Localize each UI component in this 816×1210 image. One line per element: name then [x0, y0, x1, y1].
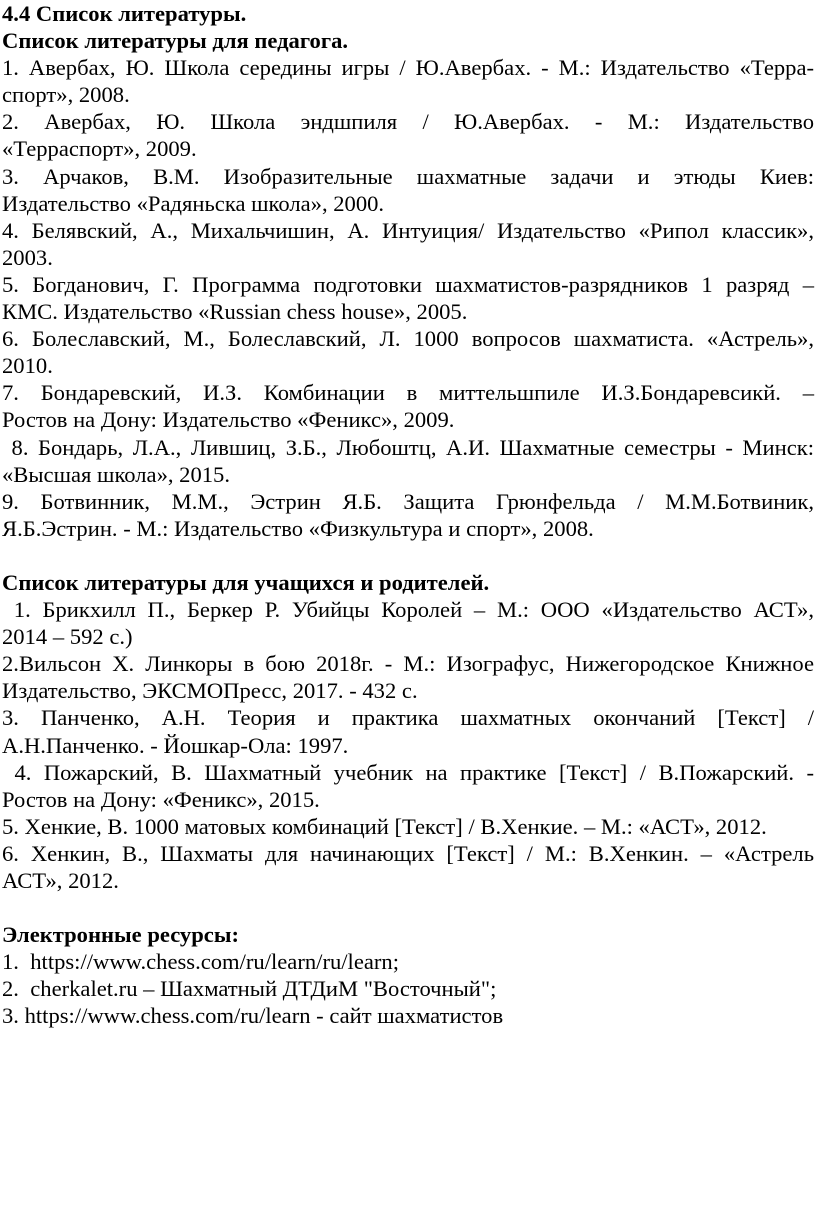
list-item-line: «Высшая школа», 2015.	[2, 461, 231, 487]
teacher-list-title: Список литературы для педагога.	[2, 28, 349, 54]
teacher-reference-list	[2, 54, 814, 542]
resources-list	[2, 948, 814, 1029]
list-item-line: Ростов на Дону: «Феникс», 2015.	[2, 786, 320, 812]
list-item-line: А.Н.Панченко. - Йошкар-Ола: 1997.	[2, 732, 349, 758]
list-item-line: «Терраспорт», 2009.	[2, 136, 197, 162]
resource-link[interactable]: 1. https://www.chess.com/ru/learn/ru/learn;	[2, 949, 399, 975]
list-item-line: 2003.	[2, 244, 53, 270]
list-item-line: Ростов на Дону: Издательство «Феникс», 2009.	[2, 407, 455, 433]
list-item-line: спорт», 2008.	[2, 82, 130, 108]
list-item-line: 4. Пожарский, В. Шахматный учебник на практике [Текст] / В.Пожарский. -	[2, 759, 814, 785]
list-item-line: 2.Вильсон Х. Линкоры в бою 2018г. - М.: Изографус, Нижегородское Книжное	[2, 651, 814, 677]
list-item-line: 9. Ботвинник, М.М., Эстрин Я.Б. Защита Грюнфельда / М.М.Ботвиник,	[2, 488, 814, 514]
student-reference-list	[2, 596, 814, 894]
list-item-line: Издательство «Радяньска школа», 2000.	[2, 190, 385, 216]
list-item-line: КМС. Издательство «Russian chess house», 2005.	[2, 299, 468, 325]
resource-link[interactable]: 2. cherkalet.ru – Шахматный ДТДиМ "Восточный";	[2, 976, 497, 1002]
list-item-line: 1. Авербах, Ю. Школа середины игры / Ю.Авербах. - М.: Издательство «Терра-	[2, 55, 814, 81]
list-item-line: 2. Авербах, Ю. Школа эндшпиля / Ю.Авербах. - М.: Издательство	[2, 109, 814, 135]
list-item-line: 7. Бондаревский, И.З. Комбинации в миттельшпиле И.З.Бондаревсикй. –	[2, 380, 814, 406]
resource-link[interactable]: 3. https://www.chess.com/ru/learn - сайт шахматистов	[2, 1003, 504, 1029]
list-item-line: 3. Арчаков, В.М. Изобразительные шахматные задачи и этюды Киев:	[2, 163, 814, 189]
list-item-line: Издательство, ЭКСМОПресс, 2017. - 432 с.	[2, 678, 418, 704]
list-item-line: Я.Б.Эстрин. - М.: Издательство «Физкультура и спорт», 2008.	[2, 515, 594, 541]
list-item-line: 5. Хенкие, В. 1000 матовых комбинаций [Текст] / В.Хенкие. – М.: «АСТ», 2012.	[2, 813, 767, 839]
list-item-line: 1. Брикхилл П., Беркер Р. Убийцы Королей – М.: ООО «Издательство АСТ»,	[2, 597, 814, 623]
document-page	[2, 0, 814, 1030]
list-item-line: 2010.	[2, 353, 53, 379]
blank-line	[2, 542, 814, 569]
list-item-line: 5. Богданович, Г. Программа подготовки шахматистов-разрядников 1 разряд –	[2, 271, 814, 297]
list-item-line: 4. Белявский, А., Михальчишин, А. Интуиция/ Издательство «Рипол классик»,	[2, 217, 814, 243]
list-item-line: АСТ», 2012.	[2, 868, 119, 893]
student-list-title: Список литературы для учащихся и родителей.	[2, 569, 490, 595]
list-item-line: 6. Болеславский, М., Болеславский, Л. 1000 вопросов шахматиста. «Астрель»,	[2, 326, 814, 352]
list-item-line: 6. Хенкин, В., Шахматы для начинающих [Текст] / М.: В.Хенкин. – «Астрель	[2, 840, 814, 866]
list-item-line: 8. Бондарь, Л.А., Лившиц, З.Б., Любоштц, А.И. Шахматные семестры - Минск:	[2, 434, 814, 460]
blank-line	[2, 894, 814, 921]
list-item-line: 2014 – 592 с.)	[2, 624, 133, 650]
list-item-line: 3. Панченко, А.Н. Теория и практика шахматных окончаний [Текст] /	[2, 705, 814, 731]
resources-title: Электронные ресурсы:	[2, 922, 239, 948]
section-heading: 4.4 Список литературы.	[2, 1, 247, 26]
